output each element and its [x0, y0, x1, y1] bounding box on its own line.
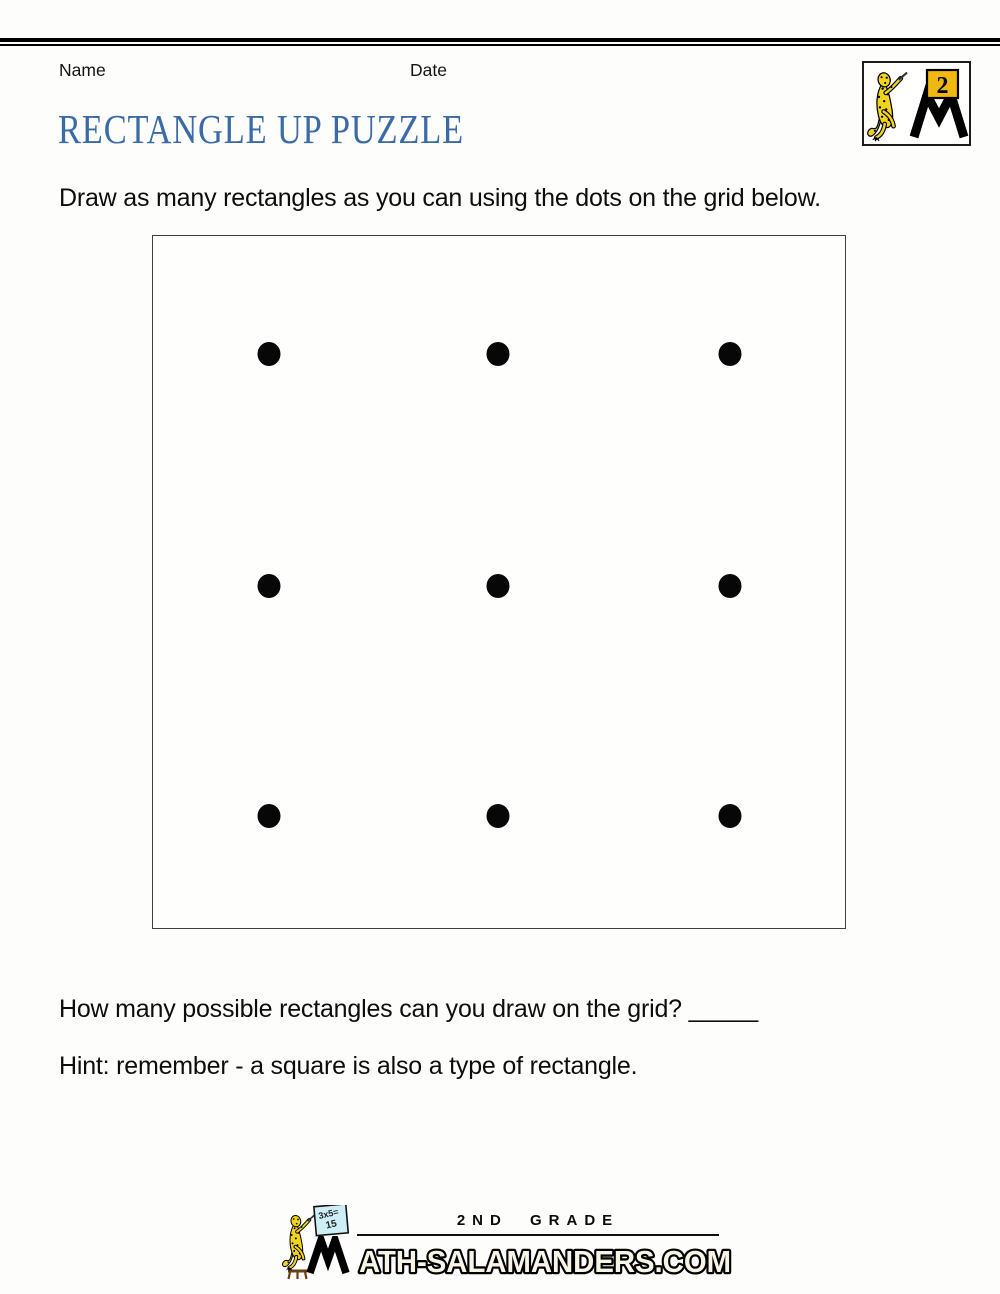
footer-m-icon [306, 1236, 350, 1276]
instruction-text: Draw as many rectangles as you can using the dots on the grid below. [59, 184, 821, 212]
page-title: RECTANGLE UP PUZZLE [58, 106, 465, 152]
brand-logo-graphic [864, 63, 969, 144]
question-text [59, 995, 758, 1024]
brand-logo-badge [862, 61, 971, 146]
board-equation: 3x5= [317, 1206, 340, 1221]
question-label: How many possible rectangles can you draw on the grid? [59, 995, 689, 1023]
footer-wordmark-text: ATH-SALAMANDERS.COM [359, 1244, 731, 1279]
logo-m-icon [914, 95, 964, 137]
hint-text: Hint: remember - a square is also a type of rectangle. [59, 1052, 638, 1080]
answer-blank[interactable]: _____ [688, 995, 759, 1023]
name-label: Name [59, 60, 106, 80]
board-answer: 15 [324, 1218, 338, 1232]
grid-dot [719, 342, 742, 366]
date-label: Date [410, 60, 447, 80]
top-border-thick-line [0, 38, 1000, 42]
grid-dot [719, 804, 742, 828]
stool-icon [288, 1271, 307, 1279]
grid-dot [257, 804, 280, 828]
grid-dot [487, 342, 510, 366]
math-board [314, 1205, 348, 1236]
footer-brand [280, 1205, 750, 1291]
footer-grade-text: 2ND GRADE [357, 1212, 719, 1236]
grid-dot [257, 574, 280, 598]
dot-grid[interactable] [152, 235, 846, 929]
top-border-thin-line [0, 44, 1000, 46]
grid-dot [487, 574, 510, 598]
grade-number: 2 [936, 73, 949, 99]
grid-dot [257, 342, 280, 366]
grid-dot [719, 574, 742, 598]
grid-dot [487, 804, 510, 828]
footer-wordmark-graphic [357, 1244, 735, 1280]
salamander-icon [868, 72, 907, 142]
